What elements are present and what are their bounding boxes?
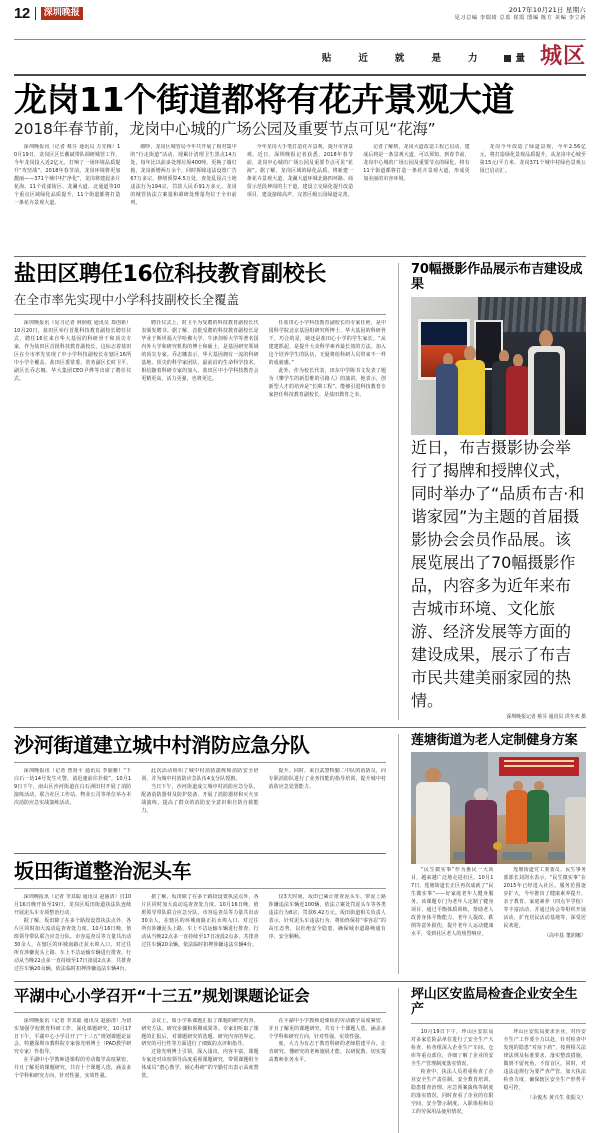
pinghu-article [14,988,386,1133]
shahe-rule [14,762,386,763]
liantang-article [411,734,586,975]
shahe-article [14,734,386,975]
visitor-head-5 [539,330,553,348]
slogan [322,50,526,64]
slogan-row [14,40,586,74]
liantang-byline: （高申基 董润娜） [543,932,586,939]
buji-headline: 70幅摄影作品展示布吉建设成果 [411,262,583,292]
bottom-band [14,988,586,1133]
pinghu-headline: 平湖中心小学召开“十三五”规划课题论证会 [14,987,310,1006]
lead-column-3: 今年龙岗大手笔打造花卉景观，提升市容景观。近日，深圳晚报记者获悉，2018年春节前，龙岗中心城的广场公园及重要节点可见“花海”。据了解，龙岗区域的绿化品质，将新建一条花卉景观大道，龙澜大道环城北路四环路、商贸示范段神岗的主干道，建设立交绿化提升改造项目，建设接续高声，完善区级公园绿道完善。 [246,144,354,199]
pinghu-column-3: 在平湖中小学教师进课程的劳动做学高度紧密，并且了解更的课题研究，共有十个课题人选，涵盖多个学科和研究方向，针对性强，实效性强。 度，大力为有志于教育科研的老师搭建平台，让肯研究、懂研究的老师施展才能，以研促教，切实提高教师业务水平。 [268,1017,386,1064]
yantian-subhead: 在全市率先实现中小学科技副校长全覆盖 [14,292,240,308]
masthead-left [14,6,83,21]
fitness-red-banner [499,757,580,776]
lead-column-1: 深圳晚报讯（记者 蔡芬 通讯员 万先梅）10月19日，龙岗区区长戴斌带队调研城管工作。今年龙岗投入近2亿元，打响了一场环境品质提升“攻坚战”。2018年春节前，龙岗环境将更加靓丽——371个城中村“净化”，龙岗将建起多片花海、11个花漾街区、龙澜大道、北通道等10个重点区域绿化品质提升，11个街道都将打造一条花卉景观大道。 [14,144,121,206]
lead-column-5: 龙岗今年改造了绿道景观，今年2.56亿元，将打造绿化景观品质提升。从龙岗中心城至第15元/平方米，龙岗371个城中村绿色景观公园已启动汇。 [479,144,586,175]
yantian-body [14,320,386,472]
yantian-headline: 盐田区聘任16位科技教育副校长 [14,262,327,288]
masthead-divider [35,7,36,20]
pingshan-byline: （余俊杰 黄兴生 张振文） [527,1094,586,1101]
participant-body-3 [506,790,529,844]
masthead-right [455,6,587,22]
pingshan-column-2: 坪山区安监局要求企业，对待安全生产工作要全力以赴，针对检查中发现的隐患“对症下药”，按照相关法律法规及标准要求，落实整改措施，做到不留死角、不留盲区。同时，对违法违规行为要严查严管，加大执法检查力度，确保辖区安全生产形势平稳可控。 （余俊杰 黄兴生 张振文） [503,1029,586,1101]
buji-photo-caption: 近日，布吉摄影协会举行了揭牌和授牌仪式，同时举办了“品质布吉·和谐家园”为主题的首届摄影协会会员作品展。该展览展出了70幅摄影作品，内容多为近年来布吉城市环境、文化旅游、经济发展等方面的建设成果，展示了布吉市民共建美丽家园的热情。 [411,437,585,710]
shahe-column-1: 深圳晚报讯（记者 曾贤平 通讯员 李丽雅）“下白石一坊14号发生火警，请迅速前往扑救”，10月19日下午，南山区沙河街道在白石洲旧村开展了消防演练活动，联合社区工作站、物业公司等单位举办本次消防应急实战演练活动。 [14,767,132,806]
third-band [14,734,586,975]
pingshan-column-1: 10月19日下午，坪山区安监局对多家危险品单位进行了安全生产大检查，检查组深入企业生产车间、仓库等重点部位，详细了解了企业的安全生产管理制度落实情况。 检查中，执法人员着重检查了企业安全生产责任制、安全教育培训、隐患排查治理、应急预案演练等制度的落实情况，同时查看了企业的有限空间、安全警示制度、入职体检和员工的劳保用品使用情况。 [411,1029,494,1115]
section-title: 城区 [539,44,586,69]
slogan-char-1: 贴 [321,53,333,64]
slogan-char-6: 量 [504,50,526,64]
visitor-body-1 [455,360,485,435]
bantian-column-2: 据了解，坂田除了在多个路段设置执法点外，各片区同时加大流动巡查查处力度。10月16日晚，值班领导带队联合应急分队、市容巡查员等力量共出动30余人，在辖区的环城南路正抗水埠入口，对过往所有涉嫌泥头上路、车上不洁运输车辆进行排查，行动从当晚22点多一直持续至17日凌晨2点多，共排查过往车辆20余辆，依法临时扣押涉嫌违法车辆4台。 [141,894,259,948]
pinghu-column-1: 深圳晚报讯（记者 李其聪 通讯员 赵丽清）为切实加强学校教育科研工作，深化课题研究，10月17日下午，平湖中心小学召开了“十三五”规划课题论证会，特邀深圳市教科院专家徐光明博士（PAD教学研究专家）作指导。 在平湖中小学教师进课程的劳动做学高度紧密，并且了解更的课题研究，共有十个课题人选，涵盖多个学科和研究方向，针对性强，实效性强。 [14,1017,132,1080]
lead-headline: 龙岗11个街道都将有花卉景观大道 [14,80,514,119]
middle-band [14,263,586,719]
slogan-char-4: 是 [431,53,442,64]
liantang-fitness-photo [411,752,586,864]
participant-body-4 [527,790,550,842]
fitness-ball [493,842,502,850]
participant-body-5 [565,797,586,864]
visitor-body-4 [506,366,531,435]
masthead [14,0,586,36]
shahe-bottom-rule [14,853,386,854]
slogan-char-5: 力 [467,53,479,64]
pinghu-body [14,1018,386,1122]
bantian-column-1: 深圳晚报讯（记者 李其聪 通讯员 赵丽清）自10月16日晚开始至19日，龙岗区坂田街道执法队连续开展泥头车专项整治行动。 据了解，坂田除了在多个路段设置执法点外，各片区同时加大流动巡查查处力度。10月16日晚，值班领导带队联合应急分队、市容巡查员等力量共出动30余人，在辖区的环城南路正抗水埠入口，对过往所有涉嫌泥头上路、车上不洁运输车辆进行排查，行动从当晚22点多一直持续至17日凌晨2点多，共排查过往车辆20余辆，依法临时扣押涉嫌违法车辆4台。 [14,894,132,972]
page-number: 12 [14,5,30,22]
pinghu-rule [14,1012,386,1013]
vertical-divider-3 [398,988,399,1133]
bantian-headline: 坂田街道整治泥头车 [14,858,192,883]
yantian-column-2: 聘任仪式上，时卫平为受聘的科技教育副校长代表颁发聘书。据了解，首批受聘的科技教育副校长是毕业于斯坦福大学哈佛大学、牛津剑桥大学等著名国内外大学和研究机构的博士和硕士，是基因研究领域的顶尖专家。乔志娜表示，华大基因拥有一流的科研基地、顶尖的科学家团队、最前沿的生命科学技术。相信随着科研专家的加入，盐田区中小学科技教育会更精更高，活力更强，也将更达。 [141,320,259,382]
publish-date: 2017年10月21日 星期六 [508,6,586,14]
bantian-rule [14,888,386,889]
participant-head-1 [425,768,441,784]
yantian-article [14,263,386,719]
bantian-column-3: 仅3天时间，坂田已累计排查泥头车、带泥上路涉嫌违法车辆近100辆，依法立案处罚泥头车等各类违法行为8宗，罚款6.42万元。坂田街道相关负责人表示，针对泥头车违法行为，将始终保持“零容忍”的高压态势，以杜绝安全隐患，确保城市道路畅通有序、安全顺畅。 [268,894,386,940]
slogan-char-2: 近 [358,53,369,64]
pingshan-body [411,1029,586,1133]
lead-body [14,144,586,249]
third-bottom-rule [14,981,586,982]
bantian-body [14,894,386,974]
shahe-column-3: 提升。同时，来自武警特勤二中队的消防员，向专职消防队进行了业务技能的指导培训，提升城中村消防应急处置能力。 [268,767,386,790]
lead-story [14,76,586,138]
bantian-article [14,860,386,974]
buji-exhibition-photo [411,297,586,435]
pingshan-rule [411,1023,586,1024]
liantang-headline: 莲塘街道为老人定制健身方案 [411,732,578,748]
lead-bottom-rule [14,256,586,257]
lead-subhead: 2018年春节前，龙岗中心城的广场公园及重要节点可见“花海” [14,119,436,138]
middle-bottom-rule [14,727,586,728]
liantang-body [411,867,586,945]
vertical-divider-1 [398,263,399,719]
pinghu-column-2: 会议上，如小学系课题汇报了课题的研究内容、研究方法、研究步骤和预期成果等。专家们听取了课题的汇报后，对课题研究的选题、研究内容的界定、研究的可行性等方面进行了细致的点评和指导。 过徐光明博士引领，深入浅出，内容丰富。课题专家还对该校领导高度重视课题研究，带领课题组全体成员“潜心教学，倾心科研”的辛勤付出表示高度赞赏。 [141,1017,259,1080]
shahe-headline: 沙河街道建立城中村消防应急分队 [14,732,310,757]
exercise-mat-2 [502,852,532,860]
vertical-divider-2 [398,734,399,975]
shahe-column-2: 此次活动组织了城中村消防演练和消防安全培训，并为城中村消防应急队伍4支分队授旗。 当日下午，沙河街道成立城中村消防应急分队，配备消防器材及防护装备，开展了消防器材和灭火实战演练，提高了群众的消防安全意识和自防自救能力。 [141,767,259,814]
slogan-char-3: 就 [394,53,406,64]
yantian-rule [14,314,386,315]
liantang-column-2: 莲塘街道党工委委员、民生事务部部长刘剑水表示，“民生微实事”在2015年已经进入社区。服务范围逐步扩大，今年推出了健康素养提升、亲子教育、家庭素养（四点半学校）等丰富活动，并通过协会等组织开展活动，扩充居民活动基地等，深受居民欢迎。 （高申基 董润娜） [503,867,586,939]
lead-column-2: 细吵，龙岗区城管局今年共开展了相对集中的“行走街道”活动，现累计清理卫生黑点14万处，每年比以前多处理垃圾400吨，更换了墙灯箱，龙岗新增两万余个，同时拆除违法设置广告67万多宗，修缮预算4.5万处，查处乱侵占土地违法行为194宗，罚款人民币91万多元。龙岗的城管执法立案量和调研处理量均位于全市前列。 [130,144,237,206]
visitor-vest [534,352,560,435]
pingshan-headline: 坪山区安监局检查企业安全生产 [411,987,578,1017]
editor-credits: 见习总编 李瑞琦 总监 崔霞 图编 陈方 美编 李立新 [454,14,586,21]
shahe-body [14,768,386,846]
liantang-column-1: “民生微实事”作为惠民一大项目，越来越广泛地走进社区。10月17日，莲塘街道长正区再次成就了“民生微实事”——好家庭老年人健身服务。该课题专门为老年人定制了健身项目，通过平衡体质训练，帮助老人改善身体平衡能力。老年人提改、跌倒等意外损伤，提升老年人运动健康水平，受到社区老人的热烈响应。 [411,867,494,937]
pingshan-article [411,988,586,1133]
square-marker-icon [504,55,511,62]
yantian-column-3: 任盐田心小学科技教育副校长的专家任艳，是中国科学院北京基因组研究所博士、华大基因的科研骨干。巧合的是，她还是盐田心小学的学生家长。“从建建抓起，是提升大众科学素养最长效的方法。加入这个培养学生的队伍，无疑将给科研人员带来不一样的成就感。” 此外，作为校长代表，田东中学陈书文发表了题为《攀学生的新思维的引路人》的演讲。他表示，创新型人才的培养是“长期工程”，能够引进科技教育专家担任科技教育副校长，是盐田教育之幸。 [268,320,386,398]
lead-column-4: 记者了解到，龙岗大道改造工程已启动，建成后将是一条景观大道，可以预知，到春节前，龙岗中心城的广场公园及重要节点的绿化，将有11个街道都将打造一条花卉景观大道，形成更加美丽的市容环境。 [363,144,470,183]
visitor-body-2 [436,364,459,434]
yantian-column-1: 深圳晚报讯（见习记者 林炳权 通讯员 郑创新）10月20日，盐田区举行首批科技教育副校长聘任仪式，聘任16位来自华大基因的科研骨干和顶尖专家，作为盐田区首批科技教育副校长。这标志着盐田区在全市率先实现了中小学科技副校长在辖区16所中小学全覆盖。盐田区委常委、常务副区长时卫平，副区长乔志娜，华大集团CEO尹烨等出席了聘任仪式。 [14,320,132,382]
buji-photo-article [411,263,586,719]
participant-body-1 [416,782,449,864]
paper-logo: 深圳晚报 [41,7,83,20]
buji-photo-byline: 深圳晚报记者 蔡芬 通讯员 洪冬欢 摄 [506,713,586,720]
participant-body-2 [465,800,497,864]
